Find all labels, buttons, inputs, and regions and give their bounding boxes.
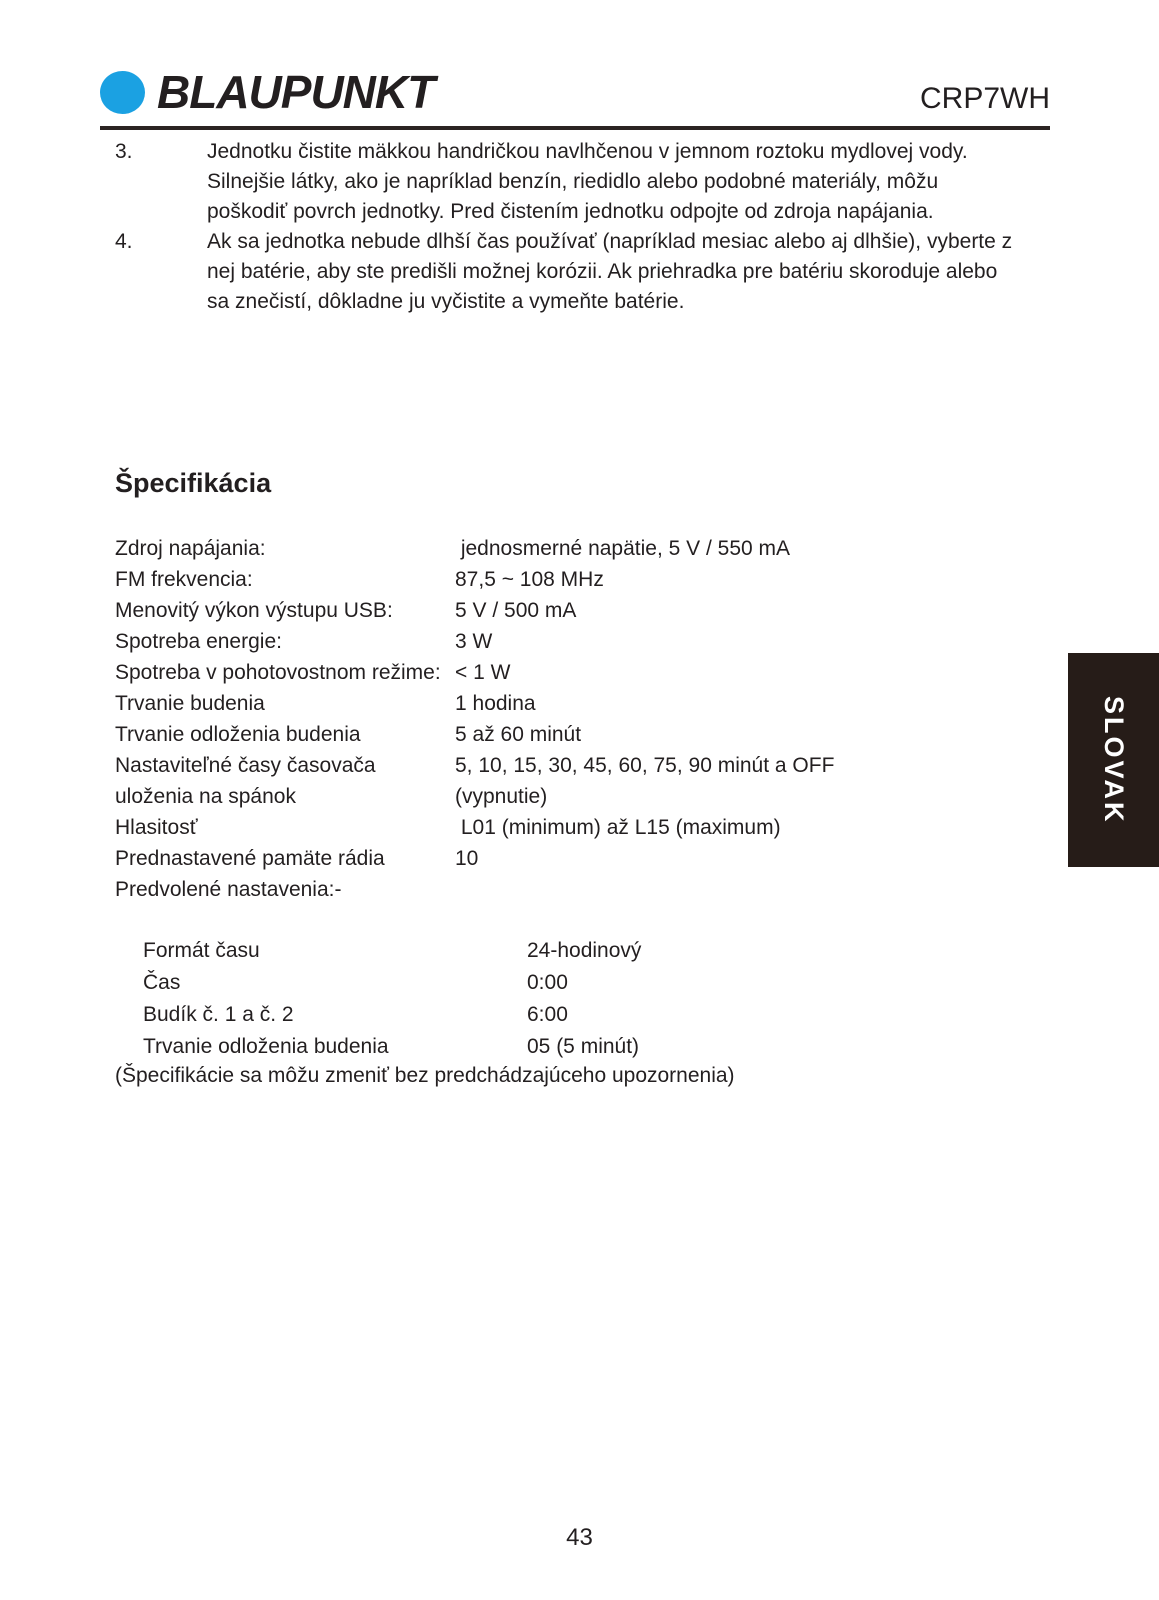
- default-label: Formát času: [143, 939, 260, 962]
- default-value: 6:00: [527, 1003, 568, 1026]
- spec-list: [115, 533, 1050, 905]
- spec-row: [115, 626, 1050, 657]
- instruction-text: Jednotku čistite mäkkou handričkou navlhčenou v jemnom roztoku mydlovej vody. Silnejšie látky, ako je napríklad benzín, riedidlo alebo podobné materiály, môžu poškodiť povrch jednotky. Pred čistením jednotku odpojte od zdroja napájania.: [207, 140, 968, 223]
- default-label: Budík č. 1 a č. 2: [143, 1003, 294, 1026]
- spec-label: Menovitý výkon výstupu USB:: [115, 599, 393, 622]
- default-row: [143, 935, 1023, 967]
- instruction-item: [115, 137, 1020, 227]
- spec-row: [115, 533, 1050, 564]
- page-number: 43: [566, 1524, 593, 1551]
- spec-value: 1 hodina: [455, 692, 536, 715]
- spec-note: (Špecifikácie sa môžu zmeniť bez predchádzajúceho upozornenia): [115, 1064, 735, 1087]
- default-value: 05 (5 minút): [527, 1035, 640, 1058]
- spec-label: Hlasitosť: [115, 816, 198, 839]
- instruction-list: [115, 137, 1020, 317]
- default-value: 0:00: [527, 971, 568, 994]
- defaults-list: [143, 935, 1023, 1063]
- defaults-intro: Predvolené nastavenia:-: [115, 878, 342, 901]
- language-tab-label: SLOVAK: [1099, 695, 1129, 825]
- default-label: Trvanie odloženia budenia: [143, 1035, 389, 1058]
- spec-value: 5 až 60 minút: [455, 723, 582, 746]
- spec-label: Zdroj napájania:: [115, 537, 266, 560]
- default-row: [143, 999, 1023, 1031]
- spec-row: [115, 781, 1050, 812]
- spec-label: Prednastavené pamäte rádia: [115, 847, 385, 870]
- page-header: [100, 64, 1050, 120]
- instruction-item: [115, 227, 1020, 317]
- default-value: 24-hodinový: [527, 939, 642, 962]
- spec-label: Trvanie odloženia budenia: [115, 723, 361, 746]
- brand-name: BLAUPUNKT: [157, 66, 435, 118]
- spec-label: Nastaviteľné časy časovača: [115, 754, 376, 777]
- spec-row: [115, 657, 1050, 688]
- spec-value: < 1 W: [455, 661, 511, 684]
- header-divider: [100, 126, 1050, 130]
- spec-value: L01 (minimum) až L15 (maximum): [455, 816, 781, 839]
- spec-value: 5, 10, 15, 30, 45, 60, 75, 90 minút a OFF: [455, 754, 835, 777]
- spec-row: [115, 564, 1050, 595]
- spec-value: jednosmerné napätie, 5 V / 550 mA: [455, 537, 791, 560]
- spec-row: [115, 719, 1050, 750]
- section-title: Špecifikácia: [115, 468, 272, 498]
- default-row: [143, 967, 1023, 999]
- blaupunkt-dot-icon: [100, 71, 145, 114]
- language-tab-slovak: [1068, 653, 1159, 867]
- instruction-number: 4.: [115, 230, 133, 253]
- spec-row: [115, 812, 1050, 843]
- spec-value: 5 V / 500 mA: [455, 599, 577, 622]
- spec-label: Trvanie budenia: [115, 692, 265, 715]
- default-label: Čas: [143, 971, 181, 994]
- spec-label: Spotreba v pohotovostnom režime:: [115, 661, 441, 684]
- blaupunkt-logo: [100, 65, 434, 119]
- spec-row: [115, 750, 1050, 781]
- spec-value: 10: [455, 847, 479, 870]
- spec-label: uloženia na spánok: [115, 785, 296, 808]
- spec-row: [115, 595, 1050, 626]
- spec-value: 3 W: [455, 630, 493, 653]
- spec-row: [115, 688, 1050, 719]
- instruction-text: Ak sa jednotka nebude dlhší čas používať (napríklad mesiac alebo aj dlhšie), vyberte z nej batérie, aby ste predišli možnej korózii. Ak priehradka pre batériu skoroduje alebo sa znečistí, dôkladne ju vyčistite a vymeňte batérie.: [207, 230, 1013, 313]
- spec-label: FM frekvencia:: [115, 568, 253, 591]
- spec-value: (vypnutie): [455, 785, 548, 808]
- default-row: [143, 1031, 1023, 1063]
- spec-label: Spotreba energie:: [115, 630, 282, 653]
- spec-row: [115, 843, 1050, 874]
- instruction-number: 3.: [115, 140, 133, 163]
- spec-value: 87,5 ~ 108 MHz: [455, 568, 604, 591]
- model-number: CRP7WH: [919, 82, 1050, 115]
